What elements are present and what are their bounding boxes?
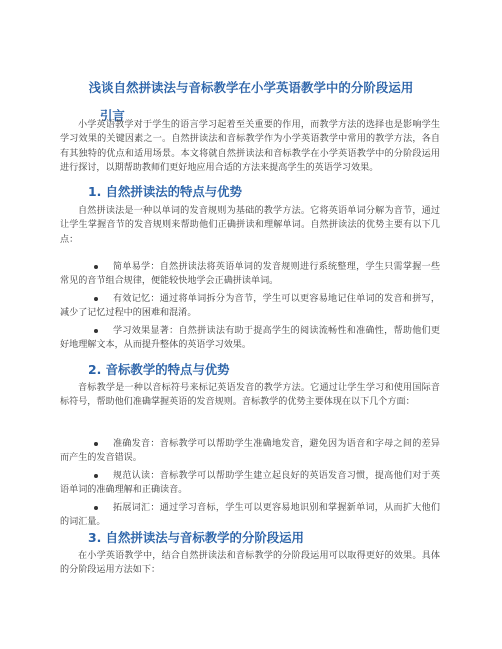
bullet-icon	[94, 442, 98, 446]
list-item: 学习效果显著：自然拼读法有助于提高学生的阅读流畅性和准确性，帮助他们更好地理解文本，从而提升整体的英语学习效果。	[60, 325, 440, 351]
section-3-paragraph: 在小学英语教学中，结合自然拼读法和音标教学的分阶段运用可以取得更好的效果。具体的分阶段运用方法如下：	[60, 551, 440, 576]
document-title: 浅谈自然拼读法与音标教学在小学英语教学中的分阶段运用	[88, 80, 414, 95]
list-item: 规范认读：音标教学可以帮助学生建立起良好的英语发音习惯，提高他们对于英语单词的准确理解和正确读音。	[60, 470, 440, 496]
section-3-heading: 3. 自然拼读法与音标教学的分阶段运用	[88, 530, 304, 545]
bullet-icon	[94, 329, 98, 333]
section-2-paragraph: 音标教学是一种以音标符号来标记英语发音的教学方法。它通过让学生学习和使用国际音标符号，帮助他们准确掌握英语的发音规则。音标教学的优势主要体现在以下几个方面：	[60, 383, 440, 408]
bullet-icon	[94, 265, 98, 269]
section-1-paragraph: 自然拼读法是一种以单词的发音规则为基础的教学方法。它将英语单词分解为音节，通过让学生掌握音节的发音规则来帮助他们正确拼读和理解单词。自然拼读法的优势主要有以下几点：	[60, 206, 440, 245]
bullet-icon	[94, 297, 98, 301]
list-item: 简单易学：自然拼读法将英语单词的发音规则进行系统整理，学生只需掌握一些常见的音节组合规律，便能较快地学会正确拼读单词。	[60, 262, 440, 287]
section-1-list	[60, 260, 440, 355]
intro-heading: 引言	[100, 108, 125, 123]
section-2-heading: 2. 音标教学的特点与优势	[88, 362, 230, 377]
bullet-icon	[94, 474, 98, 478]
list-item: 有效记忆：通过将单词拆分为音节，学生可以更容易地记住单词的发音和拼写，减少了记忆过程中的困难和混淆。	[60, 293, 440, 319]
section-1-heading: 1. 自然拼读法的特点与优势	[88, 184, 242, 199]
section-2-list	[60, 437, 440, 532]
intro-paragraph: 小学英语教学对于学生的语言学习起着至关重要的作用，而教学方法的选择也是影响学生学习效果的关键因素之一。自然拼读法和音标教学作为小学英语教学中常用的教学方法，各自有其独特的优点和适用场景。本文将就自然拼读法和音标教学在小学英语教学中的分阶段运用进行探讨，以期帮助教师们更好地应用合适的方法来提高学生的英语学习效果。	[60, 120, 440, 174]
list-item: 拓展词汇：通过学习音标，学生可以更容易地识别和掌握新单词，从而扩大他们的词汇量。	[60, 502, 440, 528]
bullet-icon	[94, 506, 98, 510]
list-item: 准确发音：音标教学可以帮助学生准确地发音，避免因为语音和字母之间的差异而产生的发音错误。	[60, 439, 440, 464]
